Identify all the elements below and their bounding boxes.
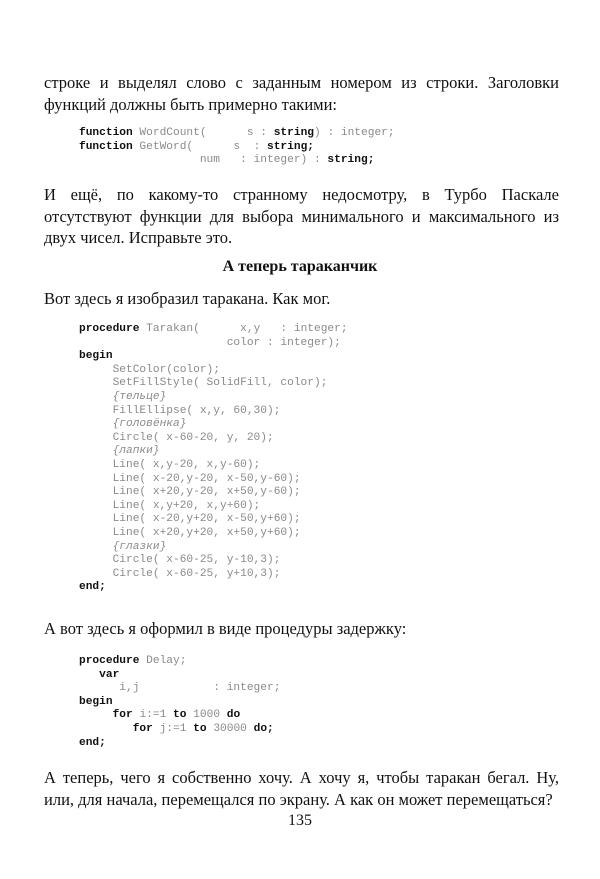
code-block-function-headers [79, 127, 395, 168]
code-line [79, 568, 348, 582]
code-line [79, 581, 348, 595]
code-keyword: procedure [79, 655, 140, 667]
code-comment: {тельце} [79, 390, 167, 403]
section-heading: А теперь тараканчик [222, 258, 378, 275]
code-text: Circle( x-60-25, y+10,3); [79, 567, 281, 580]
code-line [79, 669, 280, 683]
code-line [79, 486, 348, 500]
code-text: Circle( x-60-20, y, 20); [79, 431, 274, 444]
code-keyword: string [267, 140, 308, 153]
code-keyword: ; [367, 154, 375, 167]
code-text: num : integer) : [79, 154, 328, 167]
code-keyword: ; [267, 722, 274, 735]
code-text: SetColor(color); [79, 363, 220, 376]
code-line [79, 554, 348, 568]
code-text: Circle( x-60-25, y-10,3); [79, 554, 281, 567]
code-text: Line( x+20,y-20, x+50,y-60); [79, 486, 301, 499]
code-line [79, 527, 348, 541]
code-line [79, 655, 280, 669]
code-line [79, 127, 395, 141]
code-line [79, 364, 348, 378]
code-keyword: ; [307, 140, 315, 153]
code-keyword: procedure [79, 323, 140, 335]
paragraph-tarakan-intro: Вот здесь я изобразил таракана. Как мог. [44, 289, 331, 308]
code-text: Line( x,y-20, x,y-60); [79, 458, 261, 471]
code-line [79, 459, 348, 473]
code-line [79, 377, 348, 391]
code-keyword: for [112, 709, 133, 722]
code-comment: {глазки} [79, 540, 167, 553]
code-text: j:=1 [152, 722, 194, 735]
code-line [79, 445, 348, 459]
code-text: Tarakan( x,y : integer; [139, 323, 348, 335]
code-block-tarakan-procedure [79, 323, 348, 595]
code-text: 30000 [206, 722, 254, 735]
code-text: Line( x-20,y+20, x-50,y+60); [79, 513, 301, 526]
code-line [79, 500, 348, 514]
code-line [79, 473, 348, 487]
code-line [79, 154, 395, 168]
code-block-delay-procedure [79, 655, 280, 750]
code-line [79, 432, 348, 446]
paragraph-delay-intro: А вот здесь я оформил в виде процедуры задержку: [44, 619, 407, 638]
code-text: Line( x-20,y-20, x-50,y-60); [79, 472, 301, 485]
page-number: 135 [288, 812, 312, 829]
code-comment: {лапки} [79, 445, 160, 458]
code-keyword: begin [79, 695, 113, 708]
code-keyword: end; [79, 581, 106, 594]
code-line [79, 696, 280, 710]
code-keyword: to [173, 709, 187, 722]
code-line [79, 541, 348, 555]
code-text: FillEllipse( x,y, 60,30); [79, 404, 281, 417]
code-keyword: do [226, 709, 241, 722]
code-comment: {головёнка} [79, 418, 187, 431]
code-line [79, 337, 348, 351]
code-line [79, 391, 348, 405]
code-text: WordCount( s : [132, 127, 274, 139]
code-text: i:=1 [132, 709, 174, 722]
code-keyword: var [79, 668, 120, 681]
code-line [79, 141, 395, 155]
code-line [79, 405, 348, 419]
code-line [79, 418, 348, 432]
code-line [79, 709, 280, 723]
code-text: Delay; [139, 655, 187, 667]
code-text: GetWord( s : [132, 140, 267, 153]
code-keyword: end; [79, 736, 106, 749]
code-keyword: string [327, 154, 368, 167]
code-line [79, 513, 348, 527]
code-text: color : integer); [79, 336, 341, 349]
code-line [79, 350, 348, 364]
code-text: Line( x,y+20, x,y+60); [79, 499, 261, 512]
code-text: i,j : integer; [79, 682, 281, 695]
paragraph-movement-question: А теперь, чего я собственно хочу. А хочу я, чтобы таракан бегал. Ну, или, для начала, перемещался по экрану. А как он может перемещаться? [44, 768, 559, 809]
code-text: Line( x+20,y+20, x+50,y+60); [79, 526, 301, 539]
paragraph-min-max-note: И ещё, по какому-то странному недосмотру, в Турбо Паскале отсутствуют функции для выбора минимального и максимального из двух чисел. Исправьте это. [44, 185, 559, 247]
code-keyword: begin [79, 350, 113, 363]
code-line [79, 682, 280, 696]
code-line [79, 737, 280, 751]
code-text: 1000 [186, 709, 227, 722]
code-text [79, 723, 133, 735]
paragraph-functions-intro: строке и выделял слово с заданным номером из строки. Заголовки функций должны быть примерно такими: [44, 73, 559, 114]
code-line [79, 723, 280, 737]
code-keyword: function [79, 127, 133, 139]
code-keyword: do [253, 722, 268, 735]
code-text [79, 709, 113, 721]
code-keyword: for [132, 722, 153, 735]
code-keyword: string [273, 127, 315, 139]
code-keyword: to [193, 722, 207, 735]
code-text: ) : integer; [314, 127, 395, 139]
code-keyword: function [79, 140, 133, 153]
code-text: SetFillStyle( SolidFill, color); [79, 377, 328, 390]
code-line [79, 323, 348, 337]
